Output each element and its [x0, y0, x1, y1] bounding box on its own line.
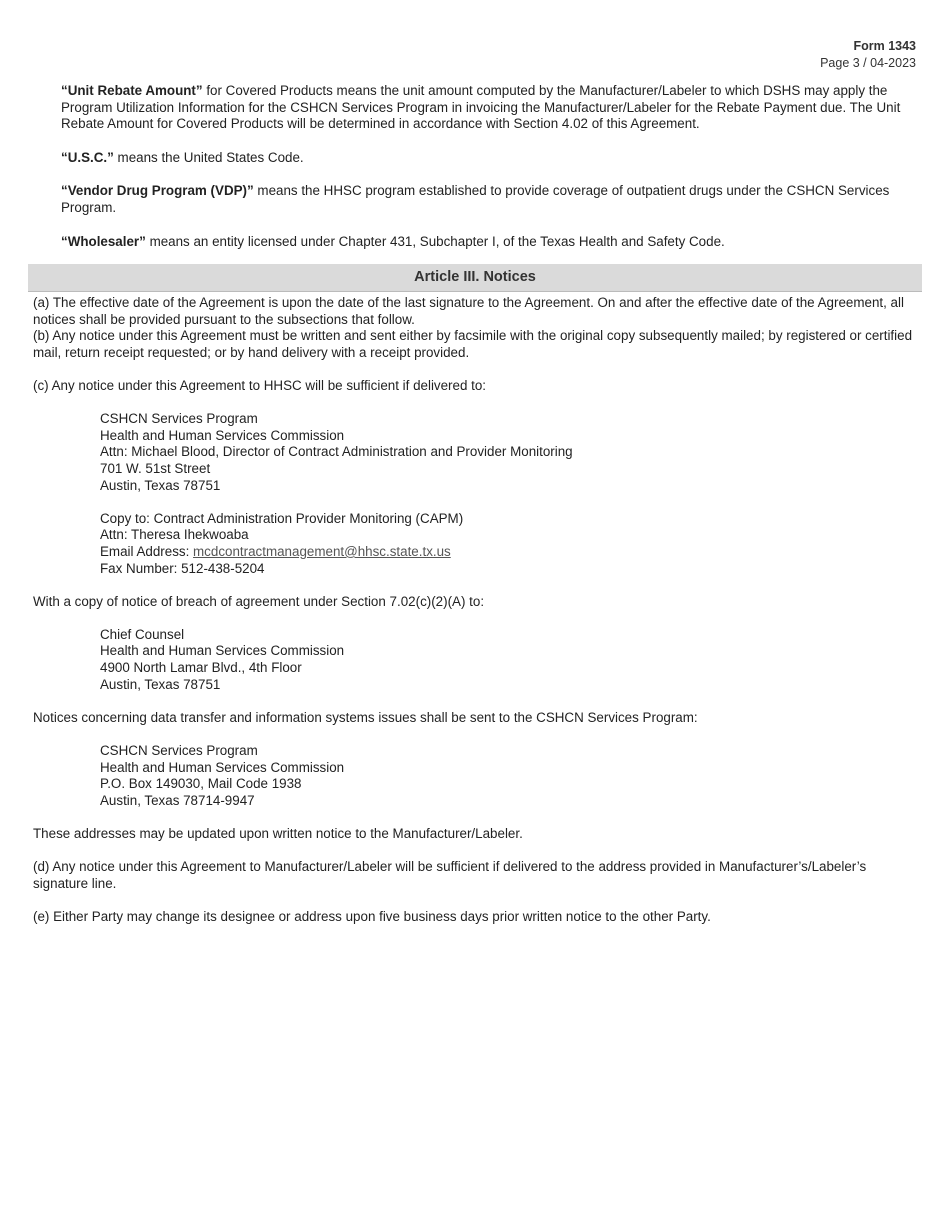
definition-wholesaler — [61, 234, 911, 251]
definition-vdp — [61, 183, 911, 216]
address-line: CSHCN Services Program — [100, 743, 258, 759]
definition-text: means the United States Code. — [113, 149, 304, 165]
definition-term: “Vendor Drug Program (VDP)” — [61, 183, 254, 199]
paragraph-e: (e) Either Party may change its designee or address upon five business days prior written notice to the other Party. — [33, 908, 711, 924]
address-line: CSHCN Services Program — [100, 411, 258, 427]
definition-usc — [61, 150, 911, 167]
address-line: Health and Human Services Commission — [100, 643, 345, 659]
definition-text: means an entity licensed under Chapter 431, Subchapter I, of the Texas Health and Safety Code. — [145, 233, 725, 249]
paragraph-d: (d) Any notice under this Agreement to Manufacturer/Labeler will be sufficient if delivered to the address provided in Manufacturer’s/Labeler’s signature line. — [33, 859, 867, 891]
article-body — [33, 295, 913, 926]
data-transfer-intro: Notices concerning data transfer and information systems issues shall be sent to the CSHCN Services Program: — [33, 709, 698, 725]
address-line: 4900 North Lamar Blvd., 4th Floor — [100, 660, 302, 676]
address-line: Chief Counsel — [100, 626, 185, 642]
definition-term: “Unit Rebate Amount” — [61, 83, 203, 98]
address-line: P.O. Box 149030, Mail Code 1938 — [100, 776, 302, 792]
address-line: Attn: Michael Blood, Director of Contract Administration and Provider Monitoring — [100, 444, 573, 460]
update-notice: These addresses may be updated upon written notice to the Manufacturer/Labeler. — [33, 826, 523, 841]
address-chief-counsel — [33, 627, 913, 693]
article-title: Article III. Notices — [28, 264, 922, 292]
definition-term: “Wholesaler” — [61, 233, 146, 249]
page-number: Page 3 / 04-2023 — [820, 56, 916, 70]
copy-to-line: Copy to: Contract Administration Provider Monitoring (CAPM) — [100, 510, 464, 526]
form-number: Form 1343 — [853, 39, 916, 53]
paragraph-c: (c) Any notice under this Agreement to HHSC will be sufficient if delivered to: — [33, 377, 487, 393]
definition-unit-rebate-amount — [61, 83, 911, 133]
copy-attn-line: Attn: Theresa Ihekwoaba — [100, 527, 249, 543]
breach-intro: With a copy of notice of breach of agreement under Section 7.02(c)(2)(A) to: — [33, 593, 485, 609]
address-line: Austin, Texas 78751 — [100, 676, 221, 692]
paragraph-b: (b) Any notice under this Agreement must be written and sent either by facsimile with the original copy subsequently mailed; by registered or certified mail, return receipt requested; or by hand delivery with a receipt provided. — [33, 328, 913, 360]
address-line: 701 W. 51st Street — [100, 460, 211, 476]
address-hhsc — [33, 411, 913, 577]
address-line: Austin, Texas 78714-9947 — [100, 792, 255, 808]
page-header — [820, 38, 916, 72]
address-line: Austin, Texas 78751 — [100, 477, 221, 493]
definition-text: for Covered Products means the unit amount computed by the Manufacturer/Labeler to which DSHS may apply the Program Utilization Information for the CSHCN Services Program in invoicing the Manufacturer/Labeler for the Rebate Payment due. The Unit Rebate Amount for Covered Products will be determined in accordance with Section 4.02 of this Agreement. — [61, 83, 901, 132]
email-line — [100, 544, 913, 561]
address-cshcn — [33, 743, 913, 809]
definition-term: “U.S.C.” — [61, 149, 114, 165]
definition-text: means the HHSC program established to provide coverage of outpatient drugs under the CSHCN Services Program. — [61, 183, 890, 215]
address-line: Health and Human Services Commission — [100, 427, 345, 443]
address-line: Health and Human Services Commission — [100, 759, 345, 775]
email-label: Email Address: — [100, 543, 194, 559]
paragraph-a: (a) The effective date of the Agreement is upon the date of the last signature to the Agreement. On and after the effective date of the Agreement, all notices shall be provided pursuant to the subsections that follow. — [33, 295, 904, 327]
fax-line: Fax Number: 512-438-5204 — [100, 560, 265, 576]
definitions — [61, 83, 911, 267]
email-link[interactable]: mcdcontractmanagement@hhsc.state.tx.us — [193, 543, 451, 559]
